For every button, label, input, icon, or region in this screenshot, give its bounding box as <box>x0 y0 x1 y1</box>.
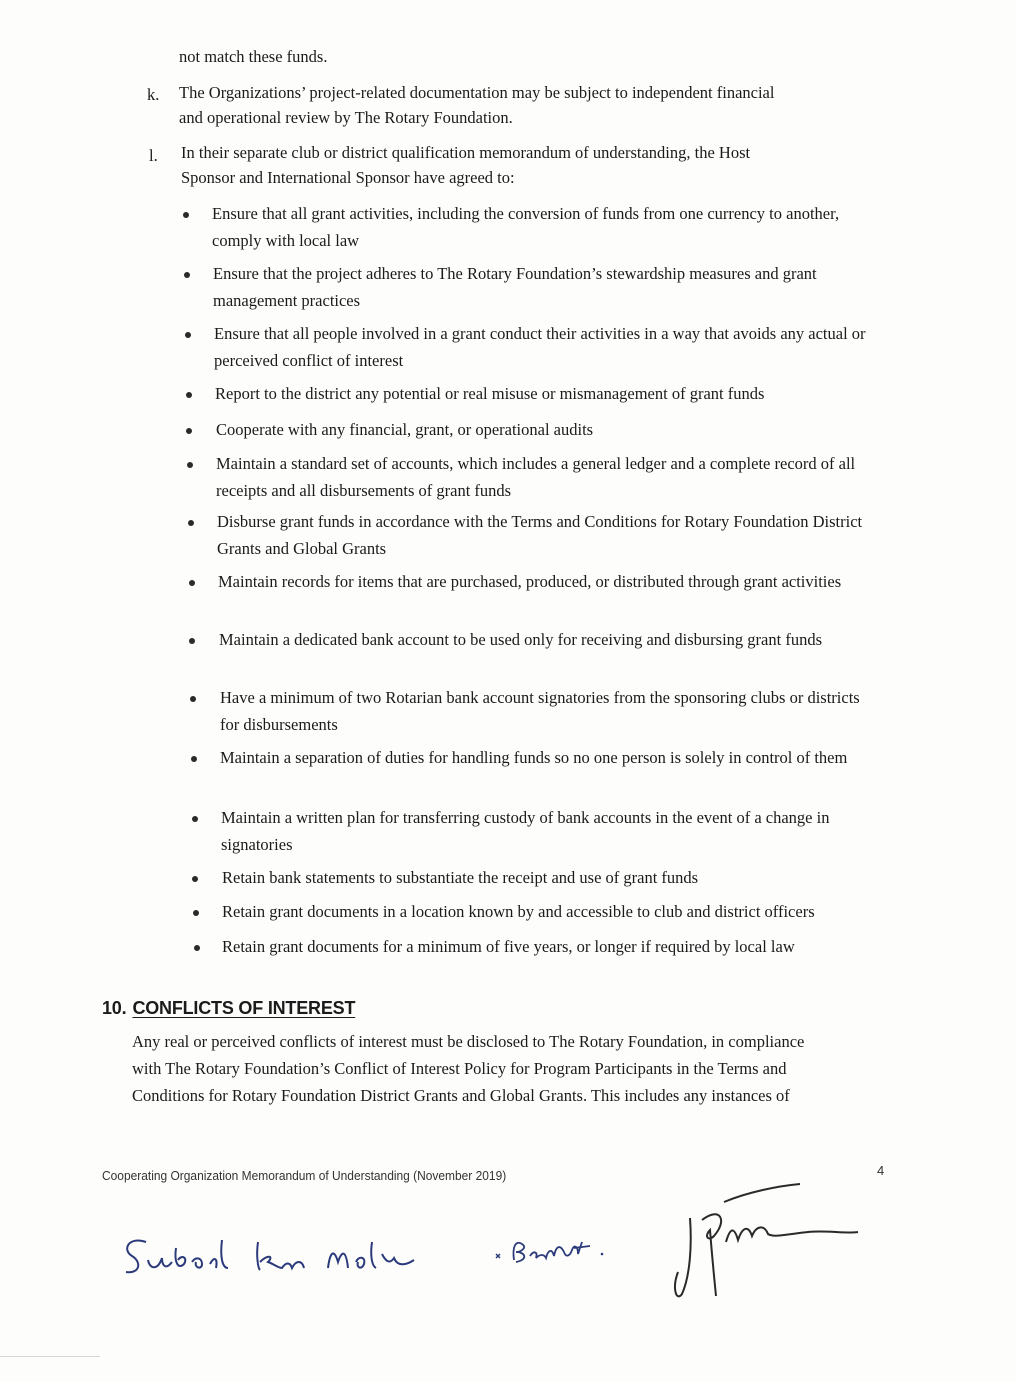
bullet-dot <box>192 816 198 822</box>
bullet-dot <box>186 428 192 434</box>
bullet-dot <box>184 272 190 278</box>
bullet-dot <box>189 580 195 586</box>
signature-1 <box>118 1228 438 1288</box>
signature-2 <box>494 1232 614 1272</box>
bullet-text: Maintain a dedicated bank account to be used only for receiving and disbursing grant funds <box>219 630 822 649</box>
bullet-dot <box>191 756 197 762</box>
bullet-dot <box>186 392 192 398</box>
page-edge-line <box>0 1356 100 1357</box>
bullet-dot <box>192 876 198 882</box>
item-l-letter: l. <box>149 146 158 165</box>
bullet-dot <box>190 696 196 702</box>
bullet-text: Maintain a separation of duties for handling funds so no one person is solely in control of them <box>220 748 848 767</box>
paragraph-line: Conditions for Rotary Foundation District Grants and Global Grants. This includes any instances of <box>132 1086 790 1105</box>
item-k-line-1: The Organizations’ project-related documentation may be subject to independent financial <box>179 83 775 102</box>
bullet-dot <box>188 520 194 526</box>
item-l-line-1: In their separate club or district qualification memorandum of understanding, the Host <box>181 143 751 162</box>
bullet-text: Ensure that all grant activities, including the conversion of funds from one currency to another, comply with local law <box>212 204 840 250</box>
footer-document-title: Cooperating Organization Memorandum of Understanding (November 2019) <box>102 1168 507 1183</box>
bullet-dot <box>189 638 195 644</box>
section-number: 10. <box>102 998 127 1018</box>
bullet-dot <box>185 332 191 338</box>
bullet-dot <box>183 212 189 218</box>
page-number: 4 <box>877 1163 885 1178</box>
intro-line: not match these funds. <box>179 47 328 66</box>
bullet-text: Retain bank statements to substantiate the receipt and use of grant funds <box>222 868 699 887</box>
section-heading <box>102 998 355 1019</box>
bullet-dot <box>193 910 199 916</box>
bullet-text: Maintain a standard set of accounts, which includes a general ledger and a complete record of all receipts and all disbursements of grant funds <box>216 454 856 500</box>
paragraph-line: Any real or perceived conflicts of interest must be disclosed to The Rotary Foundation, in compliance <box>132 1032 805 1051</box>
signature-3 <box>668 1176 868 1306</box>
item-k-letter: k. <box>147 85 160 104</box>
bullet-dot <box>194 945 200 951</box>
bullet-text: Retain grant documents for a minimum of five years, or longer if required by local law <box>222 937 795 956</box>
bullet-text: Retain grant documents in a location known by and accessible to club and district officers <box>222 902 815 921</box>
bullet-dot <box>187 462 193 468</box>
section-title: CONFLICTS OF INTEREST <box>132 998 356 1018</box>
item-k-line-2: and operational review by The Rotary Foundation. <box>179 108 513 127</box>
item-l-line-2: Sponsor and International Sponsor have agreed to: <box>181 168 515 187</box>
bullet-text: Maintain a written plan for transferring custody of bank accounts in the event of a change in signatories <box>221 808 830 854</box>
bullet-text: Maintain records for items that are purchased, produced, or distributed through grant activities <box>218 572 842 591</box>
section-paragraph <box>132 1028 882 1109</box>
bullet-text: Ensure that the project adheres to The Rotary Foundation’s stewardship measures and grant management practices <box>213 264 817 310</box>
bullet-text: Have a minimum of two Rotarian bank account signatories from the sponsoring clubs or districts for disbursements <box>220 688 860 734</box>
bullet-text: Report to the district any potential or real misuse or mismanagement of grant funds <box>215 384 765 403</box>
bullet-text: Disburse grant funds in accordance with the Terms and Conditions for Rotary Foundation District Grants and Global Grants <box>217 512 863 558</box>
bullet-text: Cooperate with any financial, grant, or operational audits <box>216 420 594 439</box>
paragraph-line: with The Rotary Foundation’s Conflict of Interest Policy for Program Participants in the Terms and <box>132 1059 787 1078</box>
bullet-text: Ensure that all people involved in a grant conduct their activities in a way that avoids any actual or perceived conflict of interest <box>214 324 866 370</box>
